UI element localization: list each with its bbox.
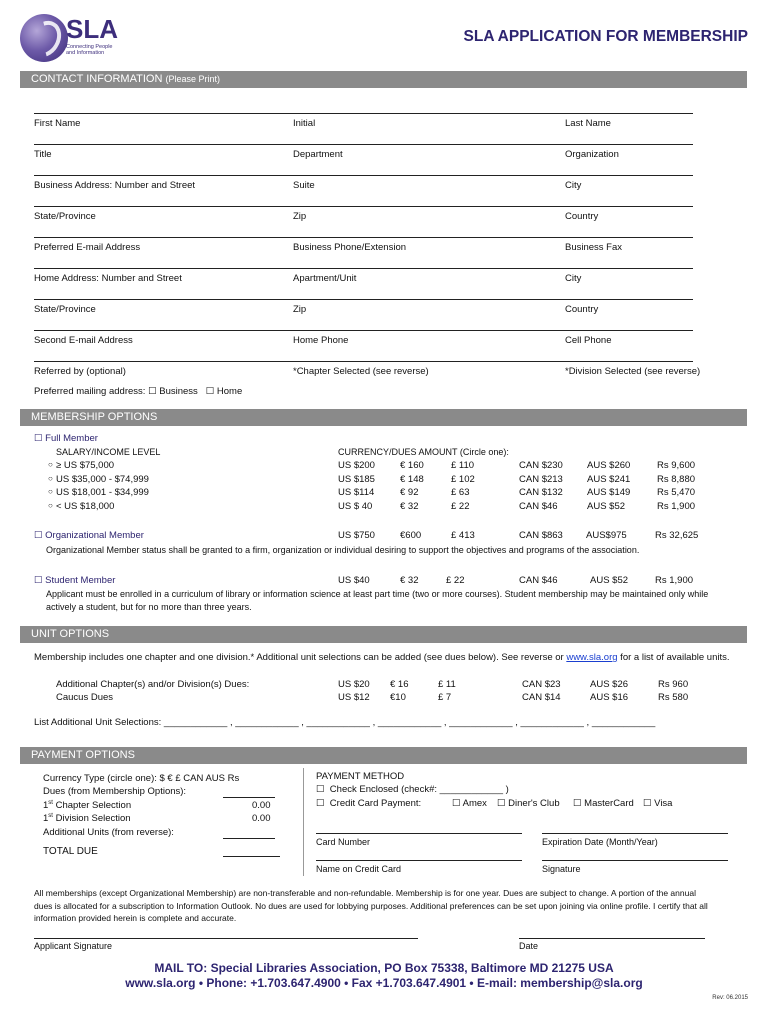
unit-dues-amount[interactable]: Rs 960 — [658, 679, 689, 690]
dues-amount[interactable]: Rs 1,900 — [657, 500, 696, 512]
form-title: SLA APPLICATION FOR MEMBERSHIP — [463, 28, 748, 45]
sla-logo — [20, 14, 130, 66]
terms-text: All memberships (except Organizational Membership) are non-transferable and non-refundable. Membership is for one year. Dues are subject to change. A portion of the annual dues is allocated for a subscription to Information Outlook. No dues are used for lobbying purposes. Additional preferences can be set upon joining via online profile. I certify that all information provided herein is complete and accurate. — [34, 888, 708, 923]
expiration-date-field[interactable]: Expiration Date (Month/Year) — [542, 837, 658, 847]
org-dues-amount[interactable]: Rs 32,625 — [655, 530, 699, 541]
additional-units-label: Additional Units (from reverse): — [43, 827, 174, 838]
unit-dues-amount[interactable]: US $20 — [338, 679, 370, 690]
org-dues-amount[interactable]: US $750 — [338, 530, 375, 541]
payment-section-header: PAYMENT OPTIONS — [20, 747, 747, 764]
contact-field-label[interactable]: Home Address: Number and Street — [34, 273, 182, 284]
salary-level-option[interactable]: ○ US $18,001 - $34,999 — [48, 487, 149, 498]
contact-field-label[interactable]: *Division Selected (see reverse) — [565, 366, 701, 377]
radio-circle-icon: ○ — [48, 473, 53, 483]
contact-field-label[interactable]: Suite — [293, 180, 315, 191]
unit-dues-label: Additional Chapter(s) and/or Division(s) Dues: — [56, 679, 250, 690]
dues-amount[interactable]: € 160 — [400, 460, 424, 471]
date-field[interactable]: Date — [519, 941, 539, 951]
contact-field-label[interactable]: Business Phone/Extension — [293, 242, 407, 253]
dues-amount[interactable]: £ 102 — [451, 473, 475, 485]
chapter-selection-label: 1st Chapter Selection — [43, 800, 132, 812]
student-note: Applicant must be enrolled in a curriculum of library or information science at least part time (two or more courses). Student membership may be maintained only while actively a student, but for no more than three years. — [46, 589, 709, 612]
org-dues-amount[interactable]: CAN $863 — [519, 530, 563, 541]
contact-field-label[interactable]: Business Fax — [565, 242, 623, 253]
unit-dues-amount[interactable]: € 16 — [390, 679, 409, 690]
chapter-selection-value: 0.00 — [252, 800, 271, 811]
student-member-option[interactable]: ☐ Student Member — [34, 575, 116, 586]
salary-level-option[interactable]: ○ ≥ US $75,000 — [48, 460, 115, 471]
logo-tagline: Connecting People and Information — [66, 44, 113, 56]
contact-field-label[interactable]: City — [565, 180, 582, 191]
contact-section-header: CONTACT INFORMATION (Please Print) — [20, 71, 747, 88]
dues-amount[interactable]: CAN $230 — [519, 460, 563, 471]
dues-amount[interactable]: AUS $149 — [587, 487, 631, 498]
org-dues-amount[interactable]: AUS$975 — [586, 530, 627, 541]
dues-amount[interactable]: CAN $46 — [519, 500, 558, 512]
check-enclosed-option[interactable]: ☐ Check Enclosed (check#: ____________ ) — [316, 784, 509, 795]
dues-amount[interactable]: US $114 — [338, 487, 375, 498]
dues-amount[interactable]: US $ 40 — [338, 500, 373, 512]
division-selection-value: 0.00 — [252, 813, 271, 824]
visa-option[interactable]: ☐ Visa — [643, 798, 673, 809]
business-checkbox[interactable]: ☐ — [148, 386, 157, 397]
dues-amount[interactable]: US $185 — [338, 473, 375, 485]
contact-field-line — [34, 268, 693, 269]
student-dues-amount[interactable]: CAN $46 — [519, 575, 558, 586]
organizational-member-option[interactable]: ☐ Organizational Member — [34, 530, 144, 541]
dues-amount[interactable]: US $200 — [338, 460, 375, 471]
unit-dues-amount[interactable]: £ 11 — [438, 679, 456, 690]
salary-header: SALARY/INCOME LEVEL — [56, 447, 161, 457]
currency-header: CURRENCY/DUES AMOUNT (Circle one): — [338, 447, 509, 457]
salary-level-option[interactable]: ○ US $35,000 - $74,999 — [48, 473, 149, 485]
contact-field-label[interactable]: Business Address: Number and Street — [34, 180, 196, 191]
mailing-address: MAIL TO: Special Libraries Association, PO Box 75338, Baltimore MD 21275 USA — [154, 961, 614, 975]
dues-amount[interactable]: AUS $241 — [587, 473, 631, 485]
additional-unit-selections[interactable]: List Additional Unit Selections: ____________ , ____________ , ____________ , ____________ , ____________ , ____________ , ____________ — [34, 717, 656, 728]
dues-amount[interactable]: € 92 — [400, 487, 419, 498]
dues-amount[interactable]: € 148 — [400, 473, 424, 485]
mailing-preference: Preferred mailing address: ☐ Business ☐ Home — [34, 386, 243, 397]
org-dues-amount[interactable]: €600 — [400, 530, 422, 541]
dues-amount[interactable]: £ 63 — [451, 487, 470, 498]
name-on-card-field[interactable]: Name on Credit Card — [316, 864, 402, 874]
contact-field-label[interactable]: Last Name — [565, 118, 611, 129]
contact-field-label[interactable]: Department — [293, 149, 343, 160]
salary-level-option[interactable]: ○ < US $18,000 — [48, 500, 115, 512]
credit-card-option[interactable]: ☐ Credit Card Payment: — [316, 798, 422, 809]
unit-dues-label: Caucus Dues — [56, 691, 114, 703]
payment-method-label: PAYMENT METHOD — [316, 771, 405, 782]
student-dues-amount[interactable]: £ 22 — [446, 575, 465, 586]
contact-field-label[interactable]: Zip — [293, 304, 307, 315]
logo-wordmark: SLA — [66, 14, 118, 44]
contact-field-line — [34, 299, 693, 300]
dues-amount[interactable]: £ 22 — [451, 500, 470, 512]
contact-field-label[interactable]: Zip — [293, 211, 307, 222]
student-dues-amount[interactable]: € 32 — [400, 575, 419, 586]
dues-amount[interactable]: € 32 — [400, 500, 419, 512]
radio-circle-icon: ○ — [48, 460, 53, 469]
contact-field-line — [34, 144, 693, 145]
contact-field-line — [34, 330, 693, 331]
dues-amount[interactable]: AUS $260 — [587, 460, 631, 471]
contact-field-label[interactable]: City — [565, 273, 582, 284]
contact-field-label[interactable]: Title — [34, 149, 52, 160]
dues-label: Dues (from Membership Options): — [43, 786, 187, 797]
student-dues-amount[interactable]: US $40 — [338, 575, 370, 586]
mastercard-option[interactable]: ☐ MasterCard — [573, 798, 634, 809]
contact-field-label[interactable]: Country — [565, 211, 599, 222]
contact-field-label[interactable]: Second E-mail Address — [34, 335, 133, 346]
contact-field-label[interactable]: First Name — [34, 118, 81, 129]
membership-section-header: MEMBERSHIP OPTIONS — [20, 409, 747, 426]
contact-field-label[interactable]: State/Province — [34, 304, 96, 315]
dues-amount[interactable]: £ 110 — [451, 460, 475, 471]
contact-field-label[interactable]: State/Province — [34, 211, 96, 222]
unit-section-header: UNIT OPTIONS — [20, 626, 747, 643]
org-dues-amount[interactable]: £ 413 — [451, 530, 475, 541]
contact-field-label[interactable]: Apartment/Unit — [293, 273, 357, 284]
full-member-option[interactable]: ☐ Full Member — [34, 433, 98, 444]
unit-intro: Membership includes one chapter and one division.* Additional unit selections can be added (see dues below). See reverse or www.sla.org for a list of available units. — [34, 652, 730, 663]
card-number-field[interactable]: Card Number — [316, 837, 371, 847]
dues-amount[interactable]: CAN $213 — [519, 473, 563, 485]
unit-dues-amount[interactable]: Rs 580 — [658, 691, 689, 703]
contact-field-label[interactable]: Referred by (optional) — [34, 366, 126, 377]
home-checkbox[interactable]: ☐ — [205, 386, 215, 397]
contact-field-label[interactable]: Country — [565, 304, 599, 315]
unit-dues-amount[interactable]: AUS $26 — [590, 679, 629, 690]
radio-circle-icon: ○ — [48, 500, 53, 510]
diners-club-option[interactable]: ☐ Diner's Club — [497, 798, 560, 809]
dues-amount[interactable]: AUS $52 — [587, 500, 626, 512]
contact-field-label[interactable]: Preferred E-mail Address — [34, 242, 141, 253]
applicant-signature-field[interactable]: Applicant Signature — [34, 941, 113, 951]
division-selection-label: 1st Division Selection — [43, 813, 131, 825]
radio-circle-icon: ○ — [48, 487, 53, 496]
sla-logo-icon — [20, 14, 68, 62]
unit-dues-amount[interactable]: CAN $23 — [522, 679, 561, 690]
contact-field-label[interactable]: Organization — [565, 149, 619, 160]
dues-amount[interactable]: Rs 9,600 — [657, 460, 696, 471]
unit-dues-amount[interactable]: US $12 — [338, 691, 370, 703]
contact-field-label[interactable]: Cell Phone — [565, 335, 612, 346]
contact-field-line — [34, 206, 693, 207]
contact-field-label[interactable]: Home Phone — [293, 335, 349, 346]
contact-details: www.sla.org • Phone: +1.703.647.4900 • Fax +1.703.647.4901 • E-mail: membership@sla.org — [125, 976, 643, 990]
contact-field-label[interactable]: Initial — [293, 118, 316, 129]
contact-field-label[interactable]: *Chapter Selected (see reverse) — [293, 366, 429, 377]
sla-website-link[interactable]: www.sla.org — [566, 652, 618, 663]
student-dues-amount[interactable]: Rs 1,900 — [655, 575, 694, 586]
contact-field-line — [34, 113, 693, 114]
unit-dues-amount[interactable]: €10 — [390, 691, 406, 703]
total-due-label: TOTAL DUE — [43, 846, 98, 857]
card-signature-field[interactable]: Signature — [542, 864, 581, 874]
contact-field-line — [34, 237, 693, 238]
contact-field-line — [34, 361, 693, 362]
currency-type[interactable]: Currency Type (circle one): $ € £ CAN AUS Rs — [43, 773, 240, 784]
contact-field-line — [34, 175, 693, 176]
dues-amount[interactable]: Rs 5,470 — [657, 487, 696, 498]
org-note: Organizational Member status shall be granted to a firm, organization or individual desiring to support the objectives and programs of the association. — [46, 545, 640, 555]
unit-dues-amount[interactable]: £ 7 — [438, 691, 452, 703]
unit-dues-amount[interactable]: CAN $14 — [522, 691, 561, 703]
dues-amount[interactable]: CAN $132 — [519, 487, 563, 498]
revision-note: Rev: 06.2015 — [712, 995, 748, 1001]
unit-dues-amount[interactable]: AUS $16 — [590, 691, 629, 703]
dues-amount[interactable]: Rs 8,880 — [657, 473, 696, 485]
amex-option[interactable]: ☐ Amex — [452, 798, 487, 809]
student-dues-amount[interactable]: AUS $52 — [590, 575, 629, 586]
